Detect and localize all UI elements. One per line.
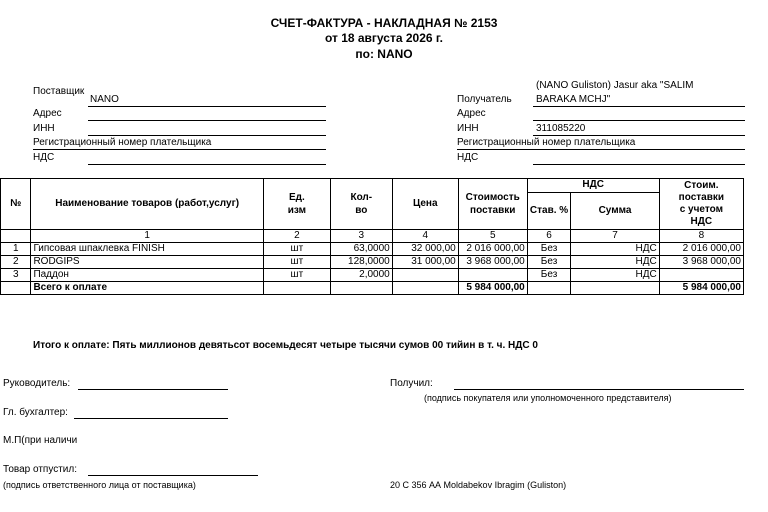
row-total (659, 269, 743, 282)
accountant-signature-line (74, 418, 228, 419)
supplier-name: NANO (90, 94, 119, 105)
recipient-vat-line (533, 164, 745, 165)
recipient-inn: 311085220 (536, 123, 586, 134)
row-cost: 2 016 000,00 (458, 243, 527, 256)
col-number: 7 (571, 230, 659, 243)
received-note: (подпись покупателя или уполномоченного представителя) (424, 393, 672, 403)
table-row (1, 269, 744, 282)
row-name: Паддон (31, 269, 263, 282)
row-unit: шт (263, 269, 330, 282)
supplier-address-line (88, 120, 326, 121)
released-label: Товар отпустил: (3, 464, 77, 475)
supplier-address-label: Адрес (33, 108, 62, 119)
director-signature-line (78, 389, 228, 390)
row-qty: 63,0000 (330, 243, 392, 256)
row-total: 3 968 000,00 (659, 256, 743, 269)
recipient-inn-label: ИНН (457, 123, 479, 134)
table-row (1, 256, 744, 269)
document-date: от 18 августа 2026 г. (324, 31, 444, 45)
recipient-name-line2: BARAKA MCHJ" (536, 94, 611, 105)
row-vat-sum: НДС (571, 269, 659, 282)
row-vat-rate: Без (527, 256, 571, 269)
header-name: Наименование товаров (работ,услуг) (31, 179, 263, 230)
col-number: 5 (458, 230, 527, 243)
row-price: 31 000,00 (392, 256, 458, 269)
recipient-address-label: Адрес (457, 108, 486, 119)
recipient-reg-label: Регистрационный номер плательщика (457, 137, 636, 148)
total-label: Всего к оплате (31, 282, 263, 295)
director-label: Руководитель: (3, 378, 71, 389)
row-cost: 3 968 000,00 (458, 256, 527, 269)
supplier-inn-line (88, 135, 326, 136)
amount-in-words: Итого к оплате: Пять миллионов девятьсот восемьдесят четыре тысячи сумов 00 тийин в т. ч. НДС 0 (33, 340, 538, 351)
col-number: 1 (31, 230, 263, 243)
recipient-name-line1: (NANO Guliston) Jasur aka "SALIM (536, 80, 694, 91)
seal-label: М.П(при наличи (3, 435, 78, 446)
row-unit: шт (263, 256, 330, 269)
document-basis: по: NANO (355, 47, 413, 61)
received-label: Получил: (390, 378, 433, 389)
row-num: 1 (1, 243, 31, 256)
col-number: 3 (330, 230, 392, 243)
row-num: 3 (1, 269, 31, 282)
received-signature-line (454, 389, 744, 390)
col-number: 4 (392, 230, 458, 243)
header-unit: Ед. изм (263, 179, 330, 230)
col-number: 6 (527, 230, 571, 243)
row-vat-sum: НДС (571, 243, 659, 256)
header-num: № (1, 179, 31, 230)
released-signature-line (88, 475, 258, 476)
total-cost: 5 984 000,00 (458, 282, 527, 295)
footer-note: 20 С 356 АА Moldabekov Ibragim (Guliston) (390, 480, 567, 490)
col-number: 2 (263, 230, 330, 243)
row-price: 32 000,00 (392, 243, 458, 256)
header-qty: Кол- во (330, 179, 392, 230)
header-cost: Стоимость поставки (458, 179, 527, 230)
invoice-table (0, 178, 744, 295)
supplier-reg-label: Регистрационный номер плательщика (33, 137, 212, 148)
row-num: 2 (1, 256, 31, 269)
row-name: Гипсовая шпаклевка FINISH (31, 243, 263, 256)
row-name: RODGIPS (31, 256, 263, 269)
total-all: 5 984 000,00 (659, 282, 743, 295)
supplier-label: Поставщик (33, 86, 85, 97)
row-unit: шт (263, 243, 330, 256)
recipient-label: Получатель (457, 94, 512, 105)
header-price: Цена (392, 179, 458, 230)
supplier-inn-label: ИНН (33, 123, 55, 134)
header-vat: НДС (527, 179, 659, 193)
row-total: 2 016 000,00 (659, 243, 743, 256)
row-cost (458, 269, 527, 282)
recipient-vat-label: НДС (457, 152, 479, 163)
released-note: (подпись ответственного лица от поставщика) (3, 480, 196, 490)
recipient-name-underline (533, 106, 745, 107)
supplier-vat-line (88, 164, 326, 165)
row-qty: 2,0000 (330, 269, 392, 282)
supplier-vat-label: НДС (33, 152, 55, 163)
row-vat-rate: Без (527, 269, 571, 282)
header-vat-sum: Сумма (571, 192, 659, 229)
recipient-reg-line (457, 149, 745, 150)
row-vat-rate: Без (527, 243, 571, 256)
supplier-name-line (88, 106, 326, 107)
column-number-row (1, 230, 744, 243)
table-row (1, 243, 744, 256)
row-price (392, 269, 458, 282)
accountant-label: Гл. бухгалтер: (3, 407, 68, 418)
header-vat-rate: Став. % (527, 192, 571, 229)
header-row-1 (1, 179, 744, 193)
document-title: СЧЕТ-ФАКТУРА - НАКЛАДНАЯ № 2153 (270, 16, 498, 30)
recipient-address-line (533, 120, 745, 121)
recipient-inn-line (533, 135, 745, 136)
row-qty: 128,0000 (330, 256, 392, 269)
supplier-reg-line (33, 149, 326, 150)
col-number: 8 (659, 230, 743, 243)
row-vat-sum: НДС (571, 256, 659, 269)
header-total: Стоим. поставки с учетом НДС (659, 179, 743, 230)
total-row (1, 282, 744, 295)
